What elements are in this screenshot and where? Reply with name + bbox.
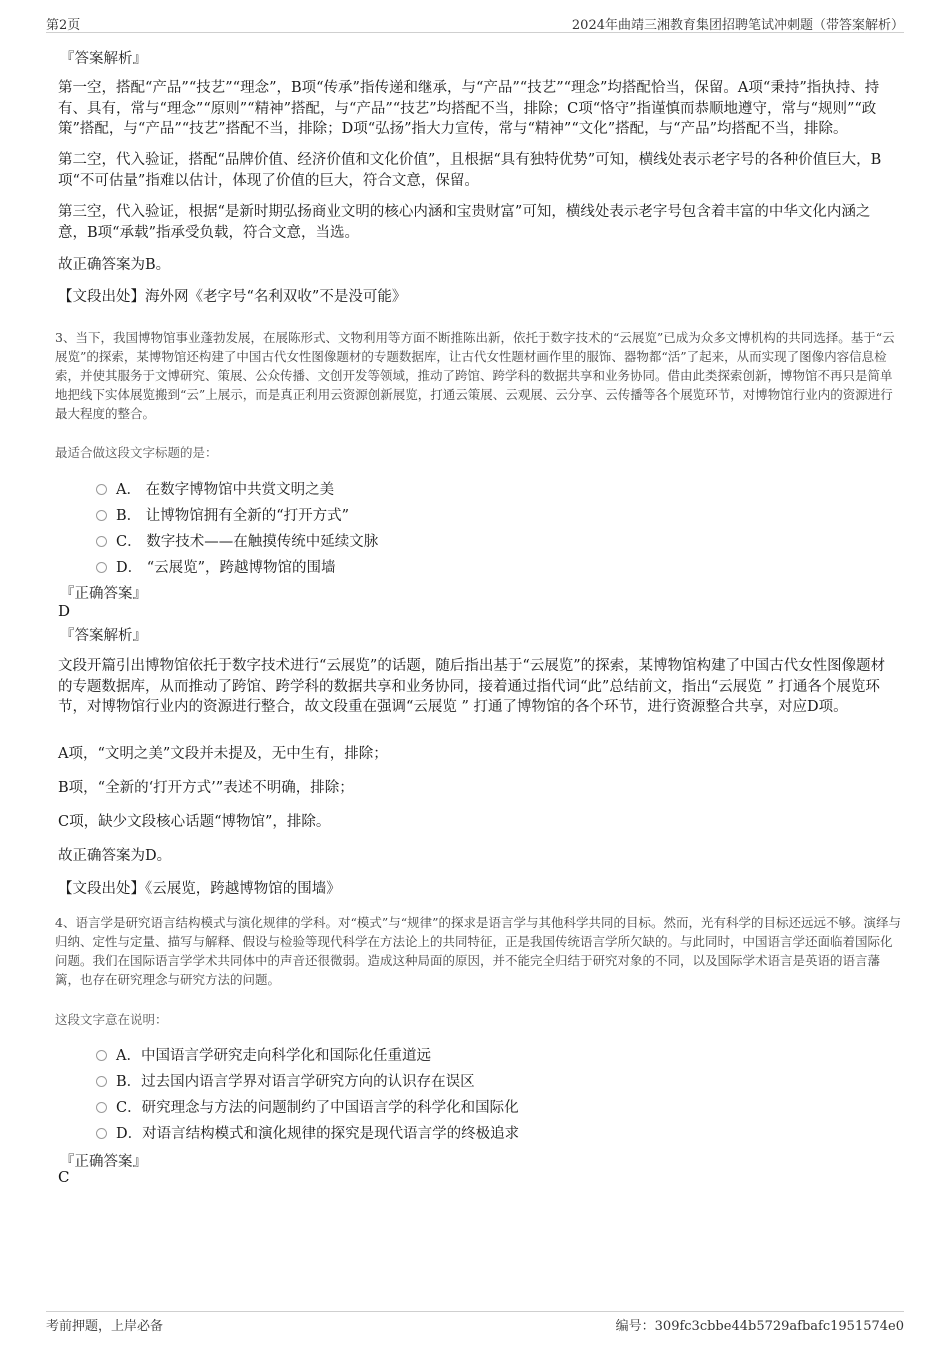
q2-conclusion: 故正确答案为B。 xyxy=(58,257,171,273)
q3-conclusion: 故正确答案为D。 xyxy=(58,848,172,864)
q2-analysis-para-3: 第三空，代入验证，根据“是新时期弘扬商业文明的核心内涵和宝贵财富”可知，横线处表示老字号包含着丰富的中华文化内涵之意，B项“承载”指承受负载，符合文意，当选。 xyxy=(58,204,871,241)
q3-passage: 3、当下，我国博物馆事业蓬勃发展，在展陈形式、文物利用等方面不断推陈出新，依托于数字技术的“云展览”已成为众多文博机构的共同选择。基于“云展览”的探索，某博物馆还构建了中国古代女性图像题材的专题数据库，让古代女性题材画作里的服饰、器物都“活”了起来，从而实现了图像内容信息检索，并使其服务于文博研究、策展、公众传播、文创开发等领域，推动了跨馆、跨学科的数据共享和业务协同。借由此类探索创新，博物馆不再只是简单地把线下实体展览搬到“云”上展示，而是真正利用云资源创新展览，打通云策展、云观展、云分享、云传播等各个展览环节，对博物馆行业内的资源进行最大程度的整合。 xyxy=(55,330,895,421)
q4-option-d[interactable] xyxy=(96,1122,519,1143)
q4-option-b-label: B．过去国内语言学界对语言学研究方向的认识存在误区 xyxy=(116,1074,475,1090)
q4-option-d-label: D．对语言结构模式和演化规律的探究是现代语言学的终极追求 xyxy=(116,1126,520,1142)
q3-analysis-label: 『答案解析』 xyxy=(60,628,147,644)
q3-analysis-para-1: 文段开篇引出博物馆依托于数字技术进行“云展览”的话题，随后指出基于“云展览”的探索，某博物馆构建了中国古代女性图像题材的专题数据库，从而推动了跨馆、跨学科的数据共享和业务协同，接着通过指代词“此”总结前文，指出“云展览 ” 打通各个展览环节，对博物馆行业内的资源进行整合，故文段重在强调“云展览 ” 打通了博物馆的各个环节，进行资源整合共享，对应D项。 xyxy=(58,658,886,715)
q3-answer: D xyxy=(58,602,71,620)
radio-icon[interactable] xyxy=(96,1102,107,1113)
radio-icon[interactable] xyxy=(96,484,107,495)
q3-option-d-label: D． “云展览”，跨越博物馆的围墙 xyxy=(116,560,336,576)
radio-icon[interactable] xyxy=(96,536,107,547)
radio-icon[interactable] xyxy=(96,510,107,521)
page-footer xyxy=(46,1311,904,1332)
q4-stem: 这段文字意在说明： xyxy=(55,1012,168,1027)
q3-analysis-para-2: A项，“文明之美”文段并未提及，无中生有，排除； xyxy=(58,746,388,762)
radio-icon[interactable] xyxy=(96,1076,107,1087)
q4-option-c-label: C．研究理念与方法的问题制约了中国语言学的科学化和国际化 xyxy=(116,1100,519,1116)
radio-icon[interactable] xyxy=(96,1128,107,1139)
q3-answer-label: 『正确答案』 xyxy=(60,586,147,602)
q4-passage: 4、语言学是研究语言结构模式与演化规律的学科。对“模式”与“规律”的探求是语言学与其他科学共同的目标。然而，光有科学的目标还远远不够。演绎与归纳、定性与定量、描写与解释、假设与检验等现代科学在方法论上的共同特征，正是我国传统语言学所欠缺的。与此同时，中国语言学还面临着国际化问题。我们在国际语言学学术共同体中的声音还很微弱。造成这种局面的原因，并不能完全归结于研究对象的不同，以及国际学术语言是英语的语言藩篱，也存在研究理念与研究方法的问题。 xyxy=(55,915,902,987)
q3-analysis-para-3: B项，“全新的‘打开方式’”表述不明确，排除； xyxy=(58,780,354,796)
document-title: 2024年曲靖三湘教育集团招聘笔试冲刺题（带答案解析） xyxy=(571,18,904,33)
page-number: 第2页 xyxy=(46,18,81,33)
q3-option-c[interactable] xyxy=(96,530,378,551)
q3-option-c-label: C． 数字技术——在触摸传统中延续文脉 xyxy=(116,534,379,550)
q4-option-a-label: A．中国语言学研究走向科学化和国际化任重道远 xyxy=(116,1048,431,1064)
q3-option-a[interactable] xyxy=(96,478,334,499)
document-id: 编号：309fc3cbbe44b5729afbafc1951574e0 xyxy=(615,1319,904,1334)
q4-option-c[interactable] xyxy=(96,1096,519,1117)
q3-source: 【文段出处】《云展览，跨越博物馆的围墙》 xyxy=(58,881,341,897)
footer-slogan: 考前押题，上岸必备 xyxy=(46,1319,164,1334)
q3-option-b[interactable] xyxy=(96,504,349,525)
q2-source: 【文段出处】海外网《老字号“名利双收”不是没可能》 xyxy=(58,289,407,305)
q4-option-b[interactable] xyxy=(96,1070,475,1091)
q3-option-a-label: A． 在数字博物馆中共赏文明之美 xyxy=(116,482,335,498)
q3-stem: 最适合做这段文字标题的是： xyxy=(55,445,218,460)
radio-icon[interactable] xyxy=(96,1050,107,1061)
page-header xyxy=(46,12,904,33)
q2-analysis-para-1: 第一空，搭配“产品”“技艺”“理念”，B项“传承”指传递和继承，与“产品”“技艺”“理念”均搭配恰当，保留。A项“秉持”指执持、持有、具有，常与“理念”“原则”“精神”搭配，与“产品”“技艺”均搭配不当，排除；C项“恪守”指谨慎而恭顺地遵守，常与“规则”“政策”搭配，与“产品”“技艺”搭配不当，排除；D项“弘扬”指大力宣传，常与“精神”“文化”搭配，与“产品”均搭配不当，排除。 xyxy=(58,80,880,137)
q4-answer-label: 『正确答案』 xyxy=(60,1154,147,1170)
q2-analysis-para-2: 第二空，代入验证，搭配“品牌价值、经济价值和文化价值”，且根据“具有独特优势”可知，横线处表示老字号的各种价值巨大，B项“不可估量”指难以估计，体现了价值的巨大，符合文意，保留。 xyxy=(58,152,882,189)
q2-analysis-label: 『答案解析』 xyxy=(60,51,147,67)
q4-option-a[interactable] xyxy=(96,1044,431,1065)
q4-answer: C xyxy=(58,1168,70,1186)
radio-icon[interactable] xyxy=(96,562,107,573)
q3-option-d[interactable] xyxy=(96,556,336,577)
q3-analysis-para-4: C项，缺少文段核心话题“博物馆”，排除。 xyxy=(58,814,331,830)
q3-option-b-label: B． 让博物馆拥有全新的“打开方式” xyxy=(116,508,350,524)
